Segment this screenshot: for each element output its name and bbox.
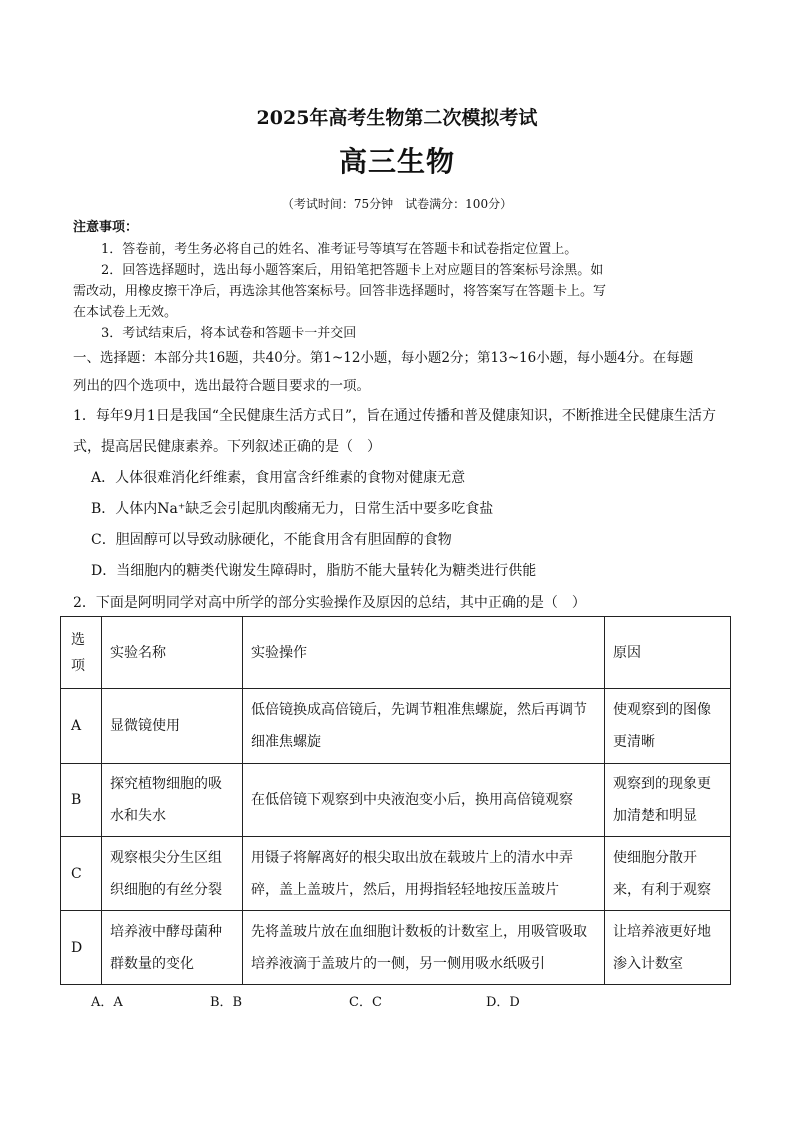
table-row bbox=[61, 911, 731, 985]
table-cell: 先将盖玻片放在血细胞计数板的计数室上，用吸管吸取培养液滴于盖玻片的一侧，另一侧用吸水纸吸引 bbox=[243, 911, 605, 985]
table-cell: 显微镜使用 bbox=[102, 689, 243, 764]
table-cell: D bbox=[61, 911, 102, 985]
header-cell: 实验操作 bbox=[243, 617, 605, 689]
table-cell: 低倍镜换成高倍镜后，先调节粗准焦螺旋，然后再调节细准焦螺旋 bbox=[243, 689, 605, 764]
notes-title: 注意事项： bbox=[73, 220, 139, 235]
section-heading-line: 列出的四个选项中，选出最符合题目要求的一项。 bbox=[73, 378, 370, 394]
note-line: 在本试卷上无效。 bbox=[73, 305, 178, 320]
table-cell: A bbox=[61, 689, 102, 764]
table-row bbox=[61, 764, 731, 837]
table-cell: C bbox=[61, 837, 102, 911]
table-cell: 使细胞分散开来，有利于观察 bbox=[605, 837, 731, 911]
table-cell: 在低倍镜下观察到中央液泡变小后，换用高倍镜观察 bbox=[243, 764, 605, 837]
section-heading-line: 一、选择题：本部分共16题，共40分。第1~12小题，每小题2分；第13~16小题，每小题4分。在每题 bbox=[73, 350, 694, 366]
header-cell: 选项 bbox=[61, 617, 102, 689]
q2-answer-a: A．A bbox=[91, 995, 123, 1010]
q1-stem-line: 1．每年9月1日是我国“全民健康生活方式日”，旨在通过传播和普及健康知识，不断推进全民健康生活方 bbox=[73, 408, 717, 424]
table-cell: 观察到的现象更加清楚和明显 bbox=[605, 764, 731, 837]
q1-option-c: C．胆固醇可以导致动脉硬化，不能食用含有胆固醇的食物 bbox=[91, 532, 452, 548]
note-line: 需改动，用橡皮擦干净后，再选涂其他答案标号。回答非选择题时，将答案写在答题卡上。写 bbox=[73, 284, 607, 299]
q1-stem-line: 式，提高居民健康素养。下列叙述正确的是（ ） bbox=[73, 439, 381, 455]
header-cell: 实验名称 bbox=[102, 617, 243, 689]
table-cell: 让培养液更好地渗入计数室 bbox=[605, 911, 731, 985]
q1-option-d: D．当细胞内的糖类代谢发生障碍时，脂肪不能大量转化为糖类进行供能 bbox=[91, 563, 537, 579]
q2-answer-d: D．D bbox=[486, 995, 520, 1010]
note-line: 2．回答选择题时，选出每小题答案后，用铅笔把答题卡上对应题目的答案标号涂黑。如 bbox=[101, 263, 604, 278]
exam-title: 2025年高考生物第二次模拟考试 bbox=[256, 107, 538, 129]
table-cell: 观察根尖分生区组织细胞的有丝分裂 bbox=[102, 837, 243, 911]
note-line: 3．考试结束后，将本试卷和答题卡一并交回 bbox=[101, 326, 357, 341]
header-cell: 原因 bbox=[605, 617, 731, 689]
note-line: 1．答卷前，考生务必将自己的姓名、准考证号等填写在答题卡和试卷指定位置上。 bbox=[101, 242, 578, 257]
q2-answer-b: B．B bbox=[210, 995, 243, 1010]
table-cell: 探究植物细胞的吸水和失水 bbox=[102, 764, 243, 837]
table-cell: 用镊子将解离好的根尖取出放在载玻片上的清水中弄碎，盖上盖玻片，然后，用拇指轻轻地按压盖玻片 bbox=[243, 837, 605, 911]
table-cell: 培养液中酵母菌种群数量的变化 bbox=[102, 911, 243, 985]
table-row bbox=[61, 837, 731, 911]
table-cell: 使观察到的图像更清晰 bbox=[605, 689, 731, 764]
q2-answer-c: C．C bbox=[349, 995, 382, 1010]
q2-stem: 2．下面是阿明同学对高中所学的部分实验操作及原因的总结，其中正确的是（ ） bbox=[73, 595, 586, 611]
exam-info: （考试时间：75分钟 试卷满分：100分） bbox=[281, 197, 513, 211]
q1-option-b: B．人体内Na⁺缺乏会引起肌肉酸痛无力，日常生活中要多吃食盐 bbox=[91, 501, 494, 517]
q1-option-a: A．人体很难消化纤维素，食用富含纤维素的食物对健康无意 bbox=[91, 470, 466, 486]
table-cell: B bbox=[61, 764, 102, 837]
table-header-row bbox=[61, 617, 731, 689]
subject-title: 高三生物 bbox=[338, 145, 455, 178]
experiment-table bbox=[60, 616, 731, 985]
table-row bbox=[61, 689, 731, 764]
